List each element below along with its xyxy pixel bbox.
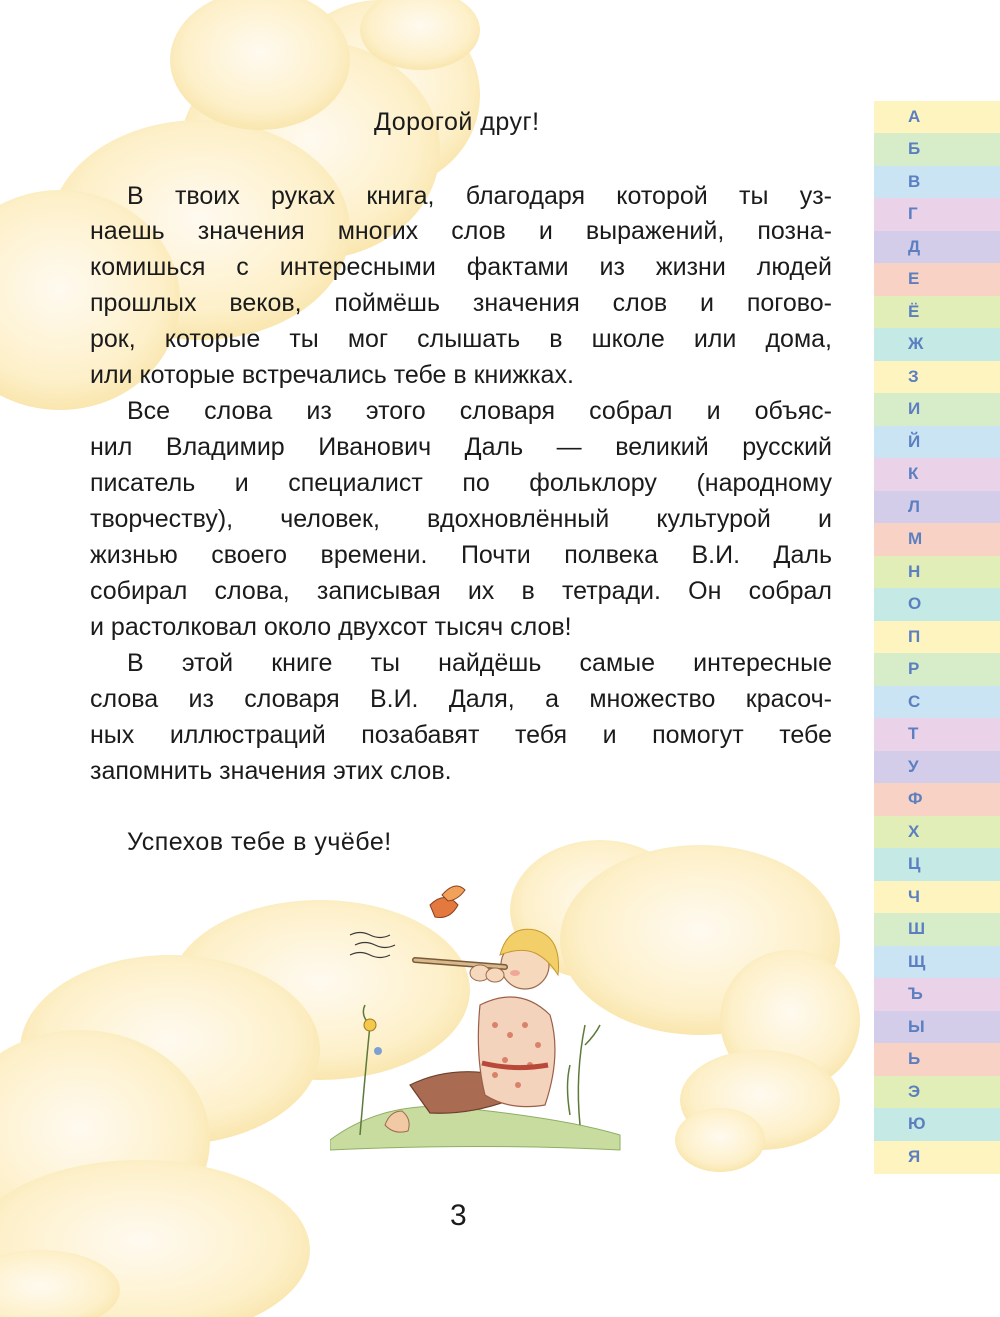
alphabet-tab[interactable]: О: [874, 588, 1000, 621]
alphabet-tab[interactable]: Е: [874, 263, 1000, 296]
body-line: или которые встречались тебе в книжках.: [90, 361, 574, 389]
body-line: слова из словаря В.И. Даля, а множество красоч-: [90, 685, 832, 713]
alphabet-tab[interactable]: Б: [874, 133, 1000, 166]
alphabet-tab[interactable]: Т: [874, 718, 1000, 751]
closing-line: Успехов тебе в учёбе!: [127, 828, 392, 856]
body-line: писатель и специалист по фольклору (народному: [90, 469, 832, 497]
alphabet-tab[interactable]: Я: [874, 1141, 1000, 1174]
alphabet-tab[interactable]: Ю: [874, 1108, 1000, 1141]
alphabet-tab[interactable]: Ъ: [874, 978, 1000, 1011]
body-line: жизнью своего времени. Почти полвека В.И. Даль: [90, 541, 832, 569]
alphabet-tab[interactable]: К: [874, 458, 1000, 491]
body-line: ных иллюстраций позабавят тебя и помогут тебе: [90, 721, 832, 749]
alphabet-tab[interactable]: Ч: [874, 881, 1000, 914]
letter-heading: Дорогой друг!: [374, 108, 540, 136]
alphabet-tab[interactable]: Ж: [874, 328, 1000, 361]
alphabet-tab[interactable]: Ы: [874, 1011, 1000, 1044]
alphabet-tab[interactable]: А: [874, 101, 1000, 134]
body-line: В твоих руках книга, благодаря которой ты уз-: [127, 182, 832, 210]
body-line: рок, которые ты мог слышать в школе или дома,: [90, 325, 832, 353]
body-line: творчеству), человек, вдохновлённый культурой и: [90, 505, 832, 533]
alphabet-tab[interactable]: Р: [874, 653, 1000, 686]
alphabet-tab[interactable]: И: [874, 393, 1000, 426]
alphabet-tab[interactable]: Д: [874, 231, 1000, 264]
alphabet-tab[interactable]: Г: [874, 198, 1000, 231]
alphabet-tab[interactable]: Н: [874, 556, 1000, 589]
alphabet-tab[interactable]: В: [874, 166, 1000, 199]
alphabet-tab[interactable]: М: [874, 523, 1000, 556]
alphabet-tab[interactable]: Ц: [874, 848, 1000, 881]
alphabet-tab[interactable]: П: [874, 621, 1000, 654]
body-line: нил Владимир Иванович Даль — великий русский: [90, 433, 832, 461]
alphabet-tab[interactable]: Л: [874, 491, 1000, 524]
alphabet-tab[interactable]: Х: [874, 816, 1000, 849]
alphabet-tab[interactable]: Ё: [874, 296, 1000, 329]
body-line: наешь значения многих слов и выражений, позна-: [90, 217, 832, 245]
alphabet-tab[interactable]: Й: [874, 426, 1000, 459]
alphabet-index: [874, 101, 1000, 1173]
body-line: прошлых веков, поймёшь значения слов и погово-: [90, 289, 832, 317]
body-line: собирал слова, записывая их в тетради. Он собрал: [90, 577, 832, 605]
alphabet-tab[interactable]: У: [874, 751, 1000, 784]
body-line: комишься с интересными фактами из жизни людей: [90, 253, 832, 281]
alphabet-tab[interactable]: Ф: [874, 783, 1000, 816]
alphabet-tab[interactable]: Ш: [874, 913, 1000, 946]
alphabet-tab[interactable]: Ь: [874, 1043, 1000, 1076]
body-line: В этой книге ты найдёшь самые интересные: [127, 649, 832, 677]
alphabet-tab[interactable]: Щ: [874, 946, 1000, 979]
alphabet-tab[interactable]: З: [874, 361, 1000, 394]
body-line: и растолковал около двухсот тысяч слов!: [90, 613, 572, 641]
small-cloud: [675, 1050, 840, 1172]
boy-with-pipe-illustration: [330, 875, 630, 1155]
alphabet-tab[interactable]: С: [874, 686, 1000, 719]
body-line: Все слова из этого словаря собрал и объяс-: [127, 397, 832, 425]
alphabet-tab[interactable]: Э: [874, 1076, 1000, 1109]
page-number: 3: [450, 1199, 467, 1232]
body-line: запомнить значения этих слов.: [90, 757, 452, 785]
